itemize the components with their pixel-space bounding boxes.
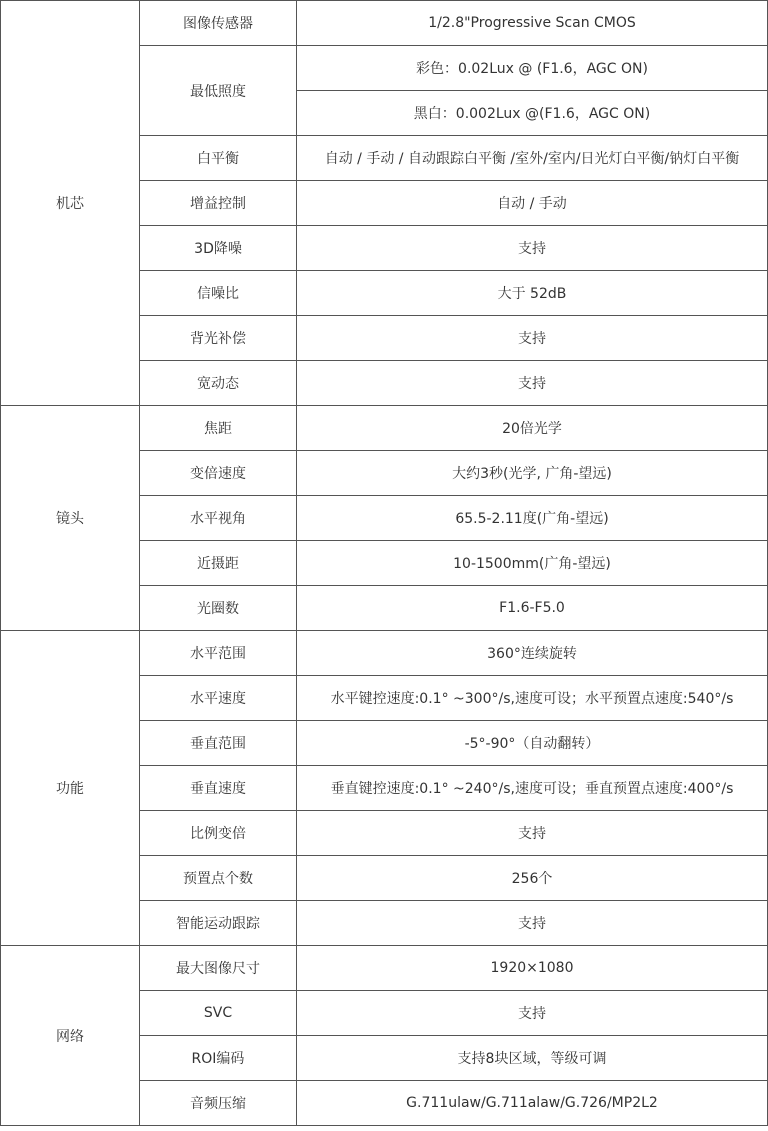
- group-label-cell: 镜头: [1, 406, 140, 631]
- param-name-cell: 3D降噪: [140, 226, 297, 271]
- param-name-cell: 水平视角: [140, 496, 297, 541]
- param-name-cell: 变倍速度: [140, 451, 297, 496]
- param-value-cell: 支持: [297, 811, 768, 856]
- param-name-cell: 垂直范围: [140, 721, 297, 766]
- param-value-cell: 彩色：0.02Lux @ (F1.6，AGC ON): [297, 46, 768, 91]
- param-value-cell: 垂直键控速度:0.1° ~240°/s,速度可设；垂直预置点速度:400°/s: [297, 766, 768, 811]
- spec-table-body: [1, 1, 768, 1126]
- param-name-cell: 图像传感器: [140, 1, 297, 46]
- param-name-cell: 近摄距: [140, 541, 297, 586]
- param-name-cell: 光圈数: [140, 586, 297, 631]
- param-value-cell: 支持8块区域，等级可调: [297, 1036, 768, 1081]
- param-name-cell: 宽动态: [140, 361, 297, 406]
- param-name-cell: 增益控制: [140, 181, 297, 226]
- param-value-cell: 支持: [297, 226, 768, 271]
- param-value-cell: 支持: [297, 901, 768, 946]
- param-name-cell: 智能运动跟踪: [140, 901, 297, 946]
- table-row: [1, 406, 768, 451]
- param-value-cell: 支持: [297, 361, 768, 406]
- table-row: [1, 1, 768, 46]
- param-value-cell: F1.6-F5.0: [297, 586, 768, 631]
- param-value-cell: 10-1500mm(广角-望远): [297, 541, 768, 586]
- param-name-cell: 白平衡: [140, 136, 297, 181]
- param-name-cell: 背光补偿: [140, 316, 297, 361]
- param-name-cell: ROI编码: [140, 1036, 297, 1081]
- param-value-cell: 360°连续旋转: [297, 631, 768, 676]
- param-name-cell: 最低照度: [140, 46, 297, 136]
- param-name-cell: 水平速度: [140, 676, 297, 721]
- param-value-cell: 黑白：0.002Lux @(F1.6，AGC ON): [297, 91, 768, 136]
- param-name-cell: 预置点个数: [140, 856, 297, 901]
- param-value-cell: -5°-90°（自动翻转）: [297, 721, 768, 766]
- param-value-cell: 支持: [297, 316, 768, 361]
- param-value-cell: 256个: [297, 856, 768, 901]
- param-name-cell: 音频压缩: [140, 1081, 297, 1126]
- param-name-cell: 比例变倍: [140, 811, 297, 856]
- param-name-cell: 信噪比: [140, 271, 297, 316]
- param-value-cell: 自动 / 手动: [297, 181, 768, 226]
- table-row: [1, 946, 768, 991]
- param-value-cell: 支持: [297, 991, 768, 1036]
- param-value-cell: 大于 52dB: [297, 271, 768, 316]
- param-value-cell: 20倍光学: [297, 406, 768, 451]
- param-name-cell: 垂直速度: [140, 766, 297, 811]
- param-value-cell: 1920×1080: [297, 946, 768, 991]
- param-value-cell: 水平键控速度:0.1° ~300°/s,速度可设；水平预置点速度:540°/s: [297, 676, 768, 721]
- param-value-cell: 1/2.8"Progressive Scan CMOS: [297, 1, 768, 46]
- param-value-cell: 大约3秒(光学, 广角-望远): [297, 451, 768, 496]
- param-name-cell: 焦距: [140, 406, 297, 451]
- group-label-cell: 功能: [1, 631, 140, 946]
- param-name-cell: SVC: [140, 991, 297, 1036]
- param-name-cell: 水平范围: [140, 631, 297, 676]
- group-label-cell: 网络: [1, 946, 140, 1126]
- param-value-cell: G.711ulaw/G.711alaw/G.726/MP2L2: [297, 1081, 768, 1126]
- group-label-cell: 机芯: [1, 1, 140, 406]
- param-value-cell: 65.5-2.11度(广角-望远): [297, 496, 768, 541]
- param-name-cell: 最大图像尺寸: [140, 946, 297, 991]
- table-row: [1, 631, 768, 676]
- param-value-cell: 自动 / 手动 / 自动跟踪白平衡 /室外/室内/日光灯白平衡/钠灯白平衡: [297, 136, 768, 181]
